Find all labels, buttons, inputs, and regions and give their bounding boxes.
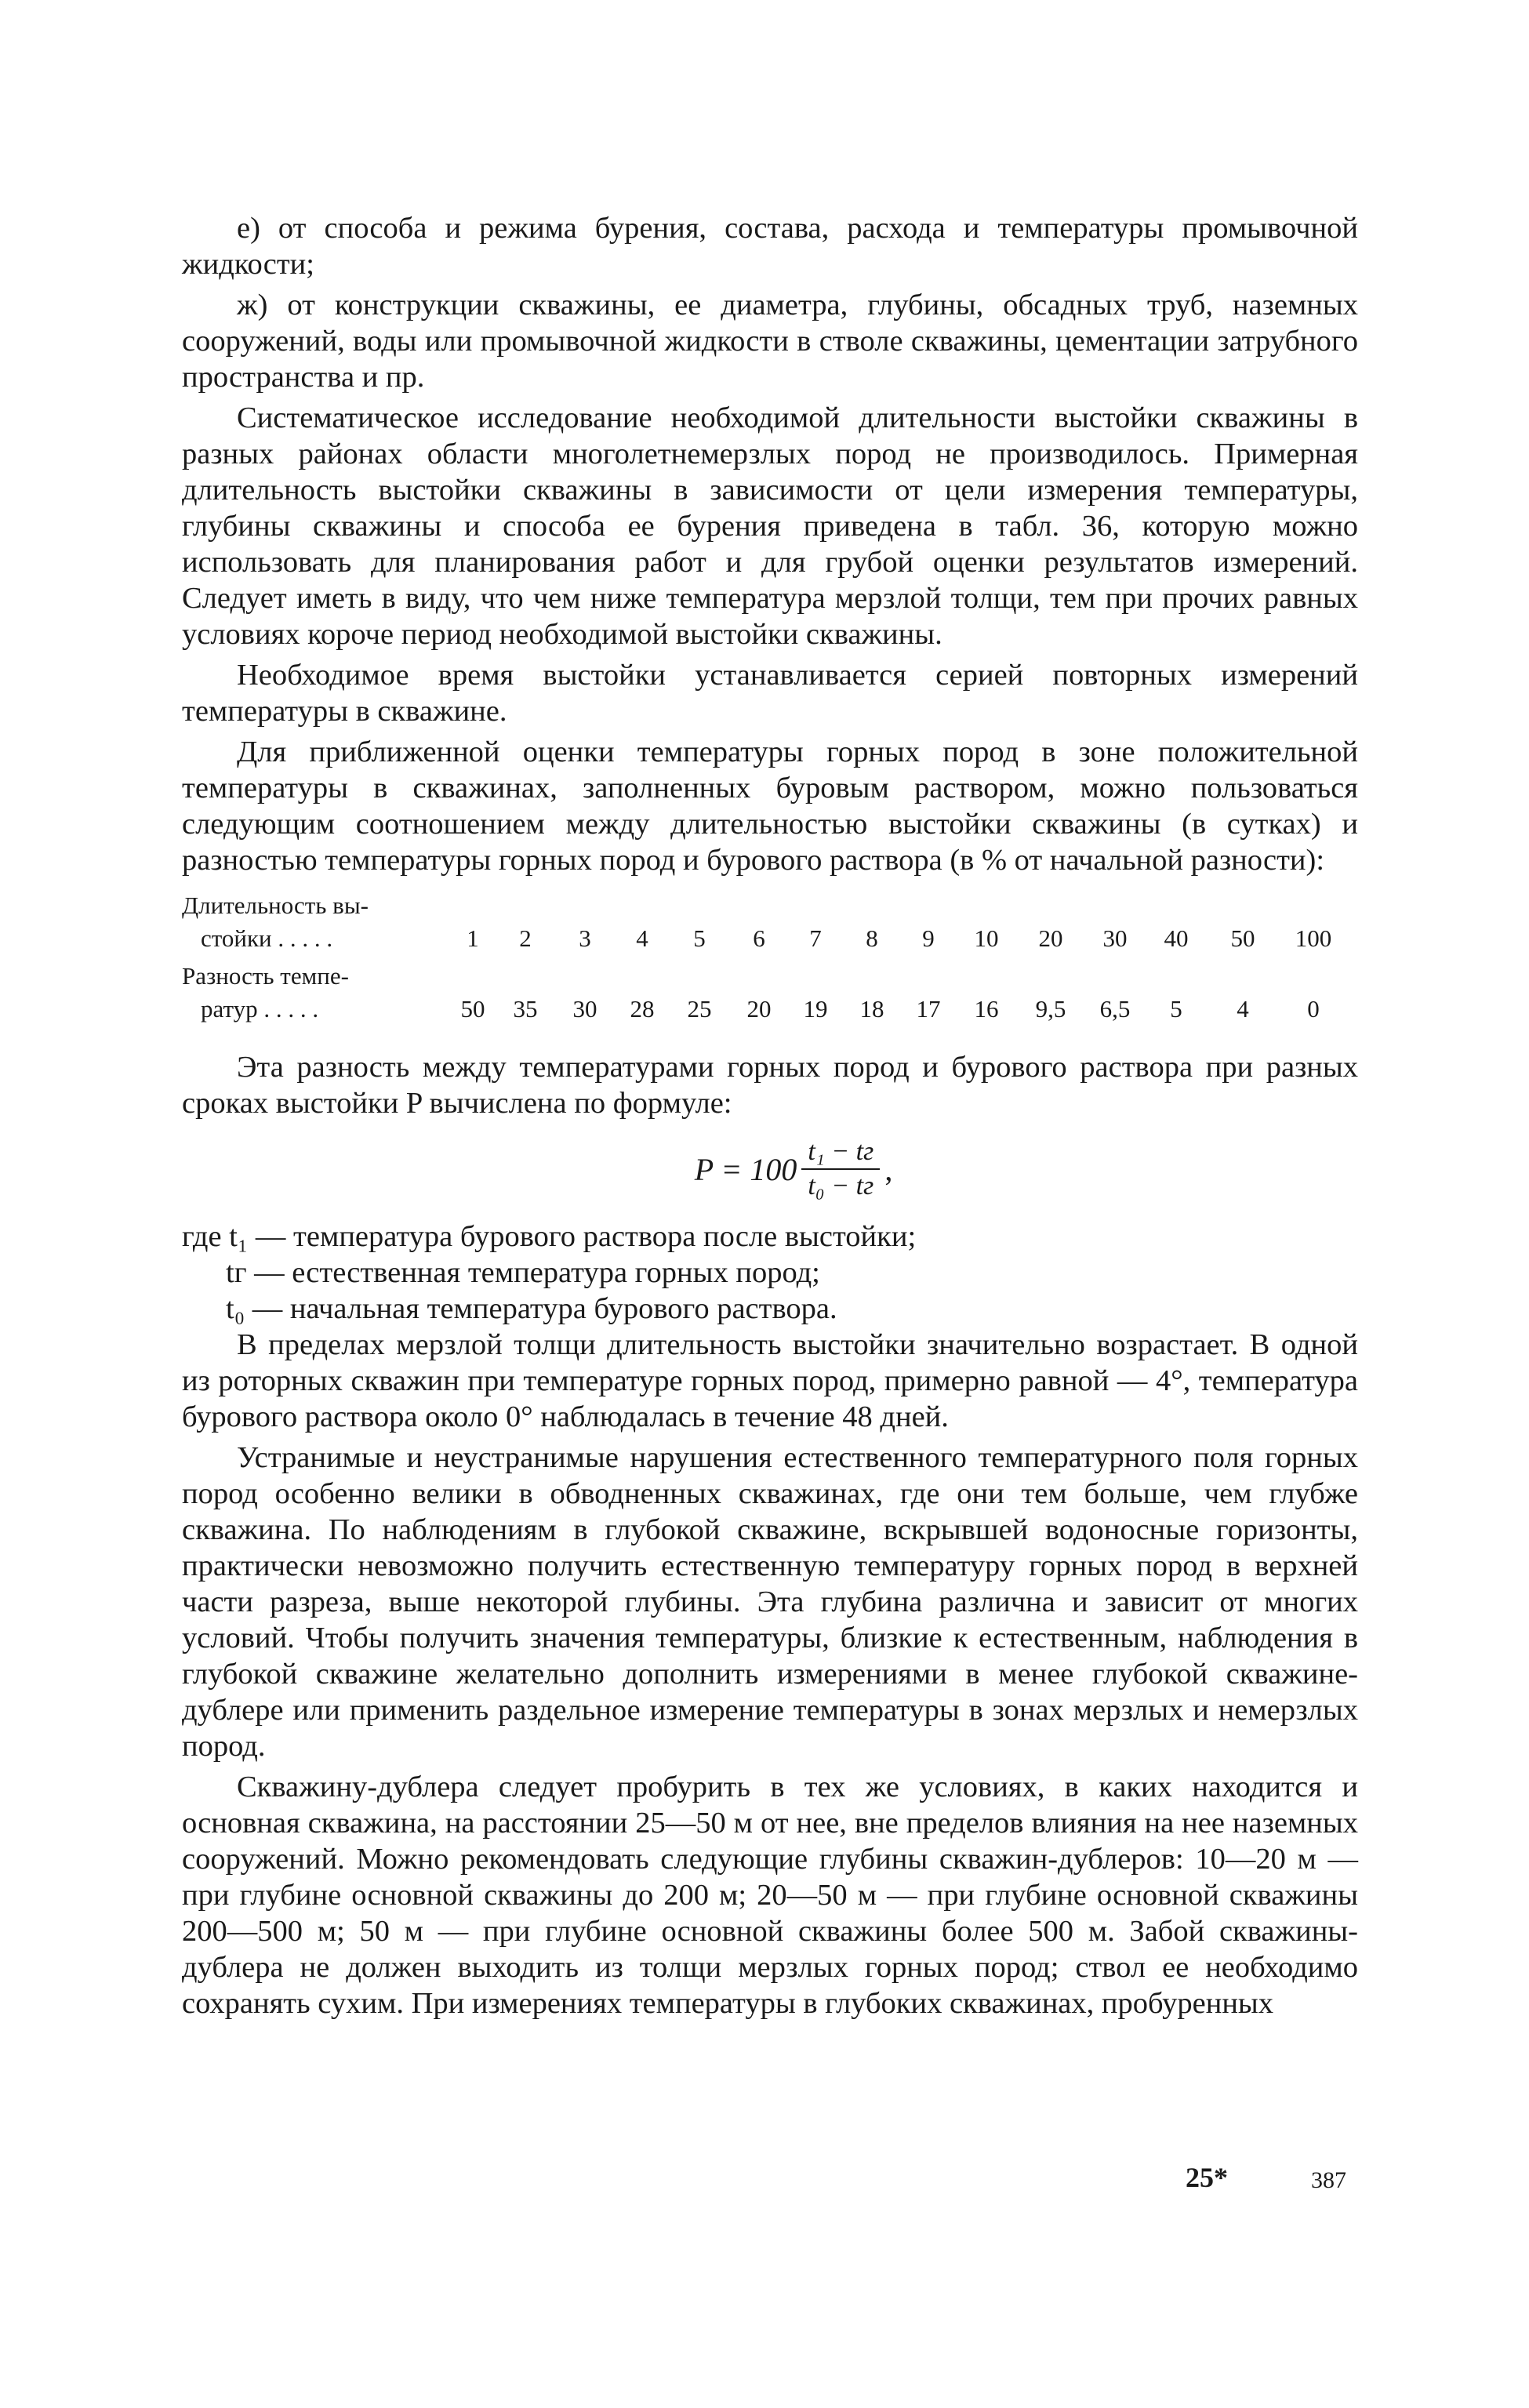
table-row-duration (182, 889, 1358, 955)
difference-value-cell: 4 (1237, 995, 1249, 1022)
difference-value-cell: 30 (572, 995, 597, 1022)
duration-value-cell: 9 (922, 924, 935, 952)
legend-line-tg: tг — естественная температура горных пород; (226, 1256, 820, 1289)
formula-legend (182, 1219, 1358, 1327)
difference-value-cell: 50 (460, 995, 485, 1022)
duration-value-cell: 8 (866, 924, 878, 952)
difference-value-cell: 6,5 (1099, 995, 1131, 1022)
page-number: 387 (1311, 2167, 1346, 2193)
paragraph-approx-estimate: Для приближенной оценки температуры горных пород в зоне положительной температуры в скважинах, заполненных буровым раствором, можно пользоваться следующим соотношением между длительностью выстойки скважины (в сутках) и разностью температуры горных пород и бурового раствора (в % от начальной разности): (182, 735, 1358, 877)
formula-numerator: t₁ − tг (801, 1137, 880, 1170)
formula-denominator: t₀ − tг (808, 1171, 874, 1200)
duration-value-cell: 40 (1164, 924, 1189, 952)
table-label-difference-2: ратур . . . . . (201, 995, 319, 1022)
formula-lhs: P = 100 (694, 1151, 797, 1187)
table-row-difference (182, 960, 1358, 1026)
paragraph-dubler: Скважину-дублера следует пробурить в тех же условиях, в каких находится и основная скважина, на расстоянии 25—50 м от нее, вне пределов влияния на нее наземных сооружений. Можно рекомендовать следующие глубины скважин-дублеров: 10—20 м — при глубине основной скважины до 200 м; 20—50 м — при глубине основной скважины 200—500 м; 50 м — при глубине основной скважины более 500 м. Забой скважины-дублера не должен выходить из толщи мерзлых горных пород; ствол ее необходимо сохранять сухим. При измерениях температуры в глубоких скважинах, пробуренных (182, 1771, 1358, 2020)
duration-difference-table (182, 889, 1358, 1026)
formula-tail: , (884, 1151, 893, 1187)
duration-value-cell: 5 (693, 924, 706, 952)
difference-value-cell: 18 (859, 995, 884, 1022)
duration-value-cell: 30 (1102, 924, 1128, 952)
duration-value-cell: 4 (636, 924, 648, 952)
difference-value-cell: 25 (687, 995, 712, 1022)
difference-value-cell: 5 (1170, 995, 1182, 1022)
duration-value-cell: 2 (519, 924, 532, 952)
duration-value-cell: 3 (579, 924, 591, 952)
table-values-duration (449, 922, 1349, 955)
paragraph-required-time: Необходимое время выстойки устанавливается серией повторных измерений температуры в скважине. (182, 659, 1358, 728)
difference-value-cell: 9,5 (1035, 995, 1066, 1022)
paragraph-zh: ж) от конструкции скважины, ее диаметра, глубины, обсадных труб, наземных сооружений, воды или промывочной жидкости в стволе скважины, цементации затрубного пространства и пр. (182, 289, 1358, 394)
legend-line-t0: t₀ — начальная температура бурового раствора. (226, 1292, 837, 1325)
difference-value-cell: 17 (916, 995, 941, 1022)
difference-value-cell: 20 (746, 995, 772, 1022)
page-body (182, 210, 1358, 2026)
paragraph-e: е) от способа и режима бурения, состава, расхода и температуры промывочной жидкости; (182, 212, 1358, 281)
table-values-difference (449, 993, 1349, 1026)
table-label-duration-2: стойки . . . . . (201, 924, 333, 952)
legend-line-t1: где t₁ — температура бурового раствора после выстойки; (182, 1220, 917, 1253)
difference-value-cell: 16 (974, 995, 999, 1022)
difference-value-cell: 28 (630, 995, 655, 1022)
difference-value-cell: 35 (513, 995, 538, 1022)
table-label-duration-1: Длительность вы- (182, 892, 369, 919)
table-label-difference-1: Разность темпе- (182, 962, 349, 990)
duration-value-cell: 20 (1038, 924, 1063, 952)
formula (182, 1137, 1358, 1201)
paragraph-formula-intro: Эта разность между температурами горных пород и бурового раствора при разных сроках выстойки P вычислена по формуле: (182, 1051, 1358, 1120)
signature-mark: 25* (1186, 2162, 1228, 2193)
duration-value-cell: 6 (753, 924, 765, 952)
formula-fraction (801, 1137, 880, 1201)
paragraph-disturbances: Устранимые и неустранимые нарушения естественного температурного поля горных пород особенно велики в обводненных скважинах, где они тем больше, чем глубже скважина. По наблюдениям в глубокой скважине, вскрывшей водоносные горизонты, практически невозможно получить естественную температуру горных пород в верхней части разреза, выше некоторой глубины. Эта глубина различна и зависит от многих условий. Чтобы получить значения температуры, близкие к естественным, наблюдения в глубокой скважине желательно дополнить измерениями в менее глубокой скважине-дублере или применить раздельное измерение температуры в зонах мерзлых и немерзлых пород. (182, 1441, 1358, 1763)
duration-value-cell: 10 (974, 924, 999, 952)
duration-value-cell: 50 (1230, 924, 1255, 952)
duration-value-cell: 1 (467, 924, 479, 952)
difference-value-cell: 19 (803, 995, 828, 1022)
difference-value-cell: 0 (1307, 995, 1320, 1022)
duration-value-cell: 7 (809, 924, 822, 952)
paragraph-systematic: Систематическое исследование необходимой длительности выстойки скважины в разных районах области многолетнемерзлых пород не производилось. Примерная длительность выстойки скважины в зависимости от цели измерения температуры, глубины скважины и способа ее бурения приведена в табл. 36, которую можно использовать для планирования работ и для грубой оценки результатов измерений. Следует иметь в виду, что чем ниже температура мерзлой толщи, тем при прочих равных условиях короче период необходимой выстойки скважины. (182, 401, 1358, 651)
duration-value-cell: 100 (1295, 924, 1332, 952)
paragraph-frozen-zone: В пределах мерзлой толщи длительность выстойки значительно возрастает. В одной из роторных скважин при температуре горных пород, примерно равной — 4°, температура бурового раствора около 0° наблюдалась в течение 48 дней. (182, 1328, 1358, 1433)
